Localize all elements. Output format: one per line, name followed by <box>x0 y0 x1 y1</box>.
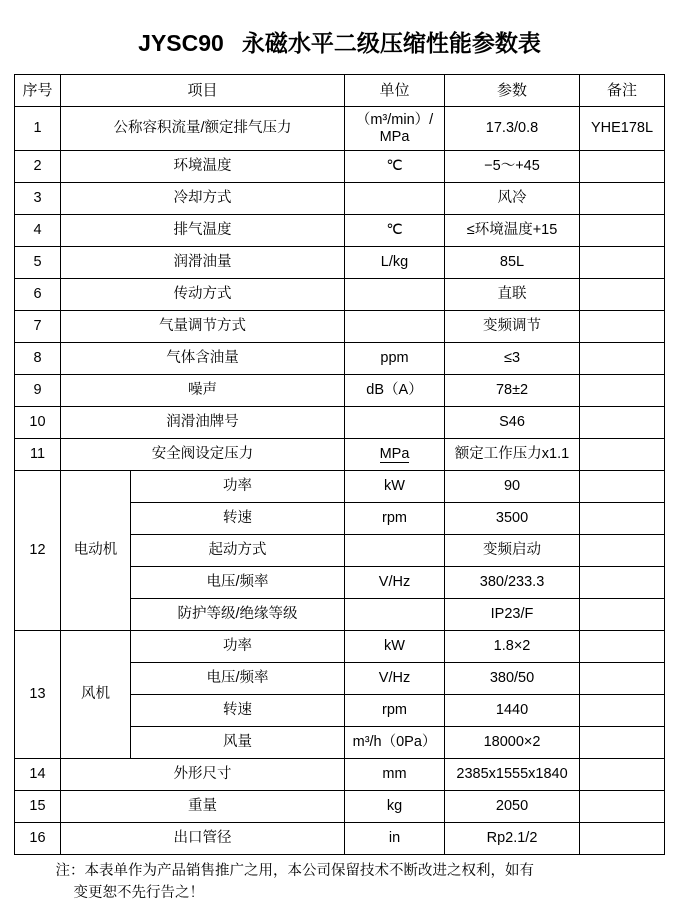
cell-remark <box>580 343 665 375</box>
table-row <box>15 823 665 855</box>
page-title <box>14 0 665 74</box>
cell-no: 2 <box>15 151 61 183</box>
table-row <box>15 791 665 823</box>
cell-param: 2385x1555x1840 <box>445 759 580 791</box>
cell-item: 防护等级/绝缘等级 <box>131 599 345 631</box>
cell-param: 380/50 <box>445 663 580 695</box>
cell-remark <box>580 631 665 663</box>
cell-unit: ppm <box>345 343 445 375</box>
cell-item: 功率 <box>131 631 345 663</box>
cell-no: 16 <box>15 823 61 855</box>
spec-table <box>14 74 665 855</box>
cell-unit <box>345 599 445 631</box>
cell-item: 环境温度 <box>61 151 345 183</box>
column-header-item: 项目 <box>61 75 345 107</box>
cell-remark <box>580 279 665 311</box>
cell-item: 风量 <box>131 727 345 759</box>
cell-unit: in <box>345 823 445 855</box>
cell-param: 78±2 <box>445 375 580 407</box>
title-model: JYSC90 <box>138 30 224 56</box>
cell-unit-text: MPa <box>379 446 410 463</box>
cell-remark <box>580 215 665 247</box>
column-header-param: 参数 <box>445 75 580 107</box>
cell-item: 噪声 <box>61 375 345 407</box>
cell-param: 90 <box>445 471 580 503</box>
cell-no: 12 <box>15 471 61 631</box>
cell-unit: ℃ <box>345 215 445 247</box>
footer-note-line1: 注：本表单作为产品销售推广之用，本公司保留技术不断改进之权利，如有 <box>55 863 534 879</box>
cell-item: 起动方式 <box>131 535 345 567</box>
cell-unit: kW <box>345 631 445 663</box>
cell-item: 外形尺寸 <box>61 759 345 791</box>
cell-param: 直联 <box>445 279 580 311</box>
cell-unit: kg <box>345 791 445 823</box>
cell-item: 排气温度 <box>61 215 345 247</box>
cell-unit <box>345 107 445 151</box>
cell-param: IP23/F <box>445 599 580 631</box>
cell-no: 11 <box>15 439 61 471</box>
column-header-remark: 备注 <box>580 75 665 107</box>
cell-item: 传动方式 <box>61 279 345 311</box>
cell-param: 380/233.3 <box>445 567 580 599</box>
cell-remark <box>580 695 665 727</box>
cell-param: 变频调节 <box>445 311 580 343</box>
table-row <box>15 183 665 215</box>
cell-param: 变频启动 <box>445 535 580 567</box>
cell-remark: YHE178L <box>580 107 665 151</box>
cell-item: 重量 <box>61 791 345 823</box>
cell-item: 润滑油牌号 <box>61 407 345 439</box>
cell-param: 额定工作压力x1.1 <box>445 439 580 471</box>
cell-remark <box>580 407 665 439</box>
cell-group-fan: 风机 <box>61 631 131 759</box>
column-header-no <box>15 75 61 107</box>
cell-item: 气体含油量 <box>61 343 345 375</box>
cell-param: 3500 <box>445 503 580 535</box>
cell-no: 15 <box>15 791 61 823</box>
cell-remark <box>580 567 665 599</box>
cell-remark <box>580 247 665 279</box>
cell-unit: rpm <box>345 503 445 535</box>
cell-item: 转速 <box>131 695 345 727</box>
cell-unit: V/Hz <box>345 663 445 695</box>
cell-no: 9 <box>15 375 61 407</box>
cell-param: Rp2.1/2 <box>445 823 580 855</box>
cell-remark <box>580 151 665 183</box>
table-header-row <box>15 75 665 107</box>
cell-unit: ℃ <box>345 151 445 183</box>
cell-no: 3 <box>15 183 61 215</box>
cell-remark <box>580 791 665 823</box>
cell-no: 10 <box>15 407 61 439</box>
cell-remark <box>580 823 665 855</box>
cell-item: 冷却方式 <box>61 183 345 215</box>
cell-unit: mm <box>345 759 445 791</box>
table-row <box>15 407 665 439</box>
cell-unit: V/Hz <box>345 567 445 599</box>
table-row <box>15 759 665 791</box>
cell-remark <box>580 439 665 471</box>
cell-param: 17.3/0.8 <box>445 107 580 151</box>
table-row <box>15 343 665 375</box>
title-text: 永磁水平二级压缩性能参数表 <box>241 30 541 56</box>
cell-no: 13 <box>15 631 61 759</box>
cell-remark <box>580 503 665 535</box>
cell-item: 电压/频率 <box>131 567 345 599</box>
cell-unit-line2: MPa <box>379 128 410 145</box>
cell-unit-line1: （m³/min）/ <box>355 111 434 128</box>
cell-remark <box>580 471 665 503</box>
table-row <box>15 247 665 279</box>
table-row <box>15 107 665 151</box>
cell-unit: rpm <box>345 695 445 727</box>
cell-remark <box>580 759 665 791</box>
cell-param: 风冷 <box>445 183 580 215</box>
footer-note <box>20 861 660 905</box>
table-row <box>15 375 665 407</box>
cell-unit <box>345 311 445 343</box>
cell-item: 转速 <box>131 503 345 535</box>
cell-item: 气量调节方式 <box>61 311 345 343</box>
cell-param: 85L <box>445 247 580 279</box>
cell-no: 6 <box>15 279 61 311</box>
cell-param: 1.8×2 <box>445 631 580 663</box>
cell-remark <box>580 375 665 407</box>
cell-no: 7 <box>15 311 61 343</box>
cell-no: 8 <box>15 343 61 375</box>
cell-item: 出口管径 <box>61 823 345 855</box>
cell-param: 2050 <box>445 791 580 823</box>
cell-no: 4 <box>15 215 61 247</box>
footer-note-line2: 变更恕不先行告之！ <box>73 884 204 901</box>
table-row <box>15 215 665 247</box>
cell-remark <box>580 183 665 215</box>
cell-no: 14 <box>15 759 61 791</box>
cell-group-motor: 电动机 <box>61 471 131 631</box>
table-row <box>15 311 665 343</box>
table-row <box>15 279 665 311</box>
cell-remark <box>580 663 665 695</box>
cell-unit <box>345 279 445 311</box>
cell-unit: m³/h（0Pa） <box>345 727 445 759</box>
cell-unit <box>345 439 445 471</box>
column-header-no-text: 序号 <box>22 81 53 99</box>
cell-remark <box>580 311 665 343</box>
cell-item: 公称容积流量/额定排气压力 <box>61 107 345 151</box>
cell-unit <box>345 407 445 439</box>
cell-unit <box>345 183 445 215</box>
cell-unit: L/kg <box>345 247 445 279</box>
table-row <box>15 631 665 663</box>
table-row <box>15 151 665 183</box>
table-row <box>15 471 665 503</box>
cell-unit <box>345 535 445 567</box>
cell-item: 润滑油量 <box>61 247 345 279</box>
cell-unit: kW <box>345 471 445 503</box>
cell-unit: dB（A） <box>345 375 445 407</box>
cell-remark <box>580 599 665 631</box>
cell-param: −5〜+45 <box>445 151 580 183</box>
cell-no: 1 <box>15 107 61 151</box>
cell-remark <box>580 535 665 567</box>
table-row <box>15 439 665 471</box>
cell-item: 功率 <box>131 471 345 503</box>
cell-item: 电压/频率 <box>131 663 345 695</box>
cell-param: 1440 <box>445 695 580 727</box>
cell-item: 安全阀设定压力 <box>61 439 345 471</box>
cell-no: 5 <box>15 247 61 279</box>
cell-remark <box>580 727 665 759</box>
cell-param: S46 <box>445 407 580 439</box>
cell-param: ≤环境温度+15 <box>445 215 580 247</box>
cell-param: 18000×2 <box>445 727 580 759</box>
cell-param: ≤3 <box>445 343 580 375</box>
column-header-unit: 单位 <box>345 75 445 107</box>
